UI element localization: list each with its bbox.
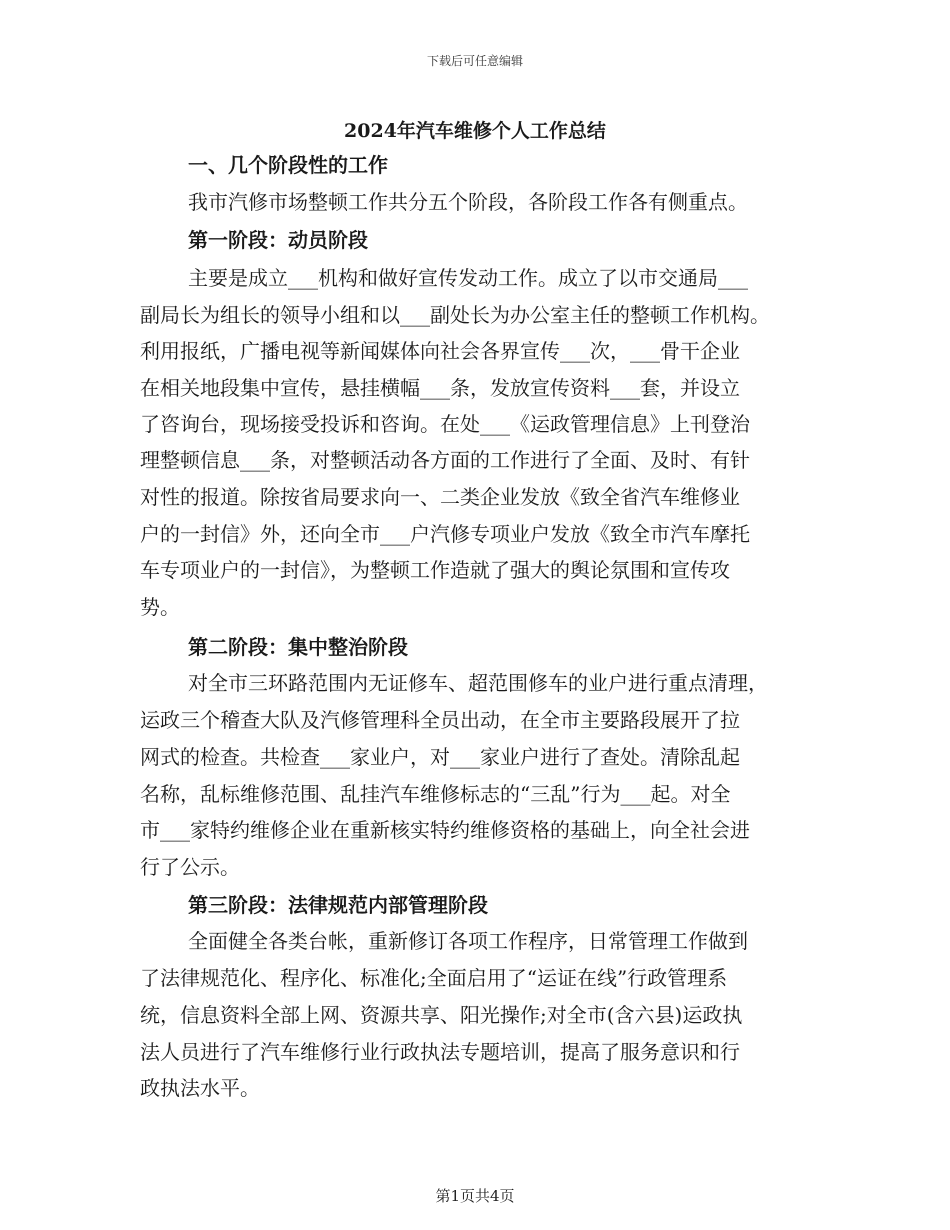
stage1-line: 势。 (140, 595, 180, 619)
stage2-line: 市___家特约维修企业在重新核实特约维修资格的基础上，向全社会进 (140, 818, 750, 842)
stage3-line: 统，信息资料全部上网、资源共享、阳光操作;对全市(含六县)运政执 (140, 1003, 743, 1027)
page-number-footer: 第1页共4页 (435, 1187, 515, 1205)
stage2-line: 名称，乱标维修范围、乱挂汽车维修标志的“三乱”行为___起。对全 (140, 782, 731, 806)
stage3-line: 政执法水平。 (140, 1076, 260, 1100)
stage1-line: 副局长为组长的领导小组和以___副处长为办公室主任的整顿工作机构。 (140, 303, 770, 327)
stage3-heading: 第三阶段：法律规范内部管理阶段 (188, 893, 488, 917)
stage1-line: 理整顿信息___条，对整顿活动各方面的工作进行了全面、及时、有针 (140, 448, 750, 472)
stage1-line: 户的一封信》外，还向全市___户汽修专项业户发放《致全市汽车摩托 (140, 522, 750, 546)
stage1-line: 利用报纸，广播电视等新闻媒体向社会各界宣传___次，___骨干企业 (140, 339, 740, 363)
stage2-line: 对全市三环路范围内无证修车、超范围修车的业户进行重点清理， (188, 671, 768, 695)
stage1-line: 在相关地段集中宣传，悬挂横幅___条，发放宣传资料___套，并设立 (140, 376, 740, 400)
intro-paragraph: 我市汽修市场整顿工作共分五个阶段，各阶段工作各有侧重点。 (188, 190, 748, 214)
stage2-line: 网式的检查。共检查___家业户，对___家业户进行了查处。清除乱起 (140, 745, 740, 769)
stage1-line: 对性的报道。除按省局要求向一、二类企业发放《致全省汽车维修业 (140, 485, 740, 509)
stage2-line: 运政三个稽查大队及汽修管理科全员出动，在全市主要路段展开了拉 (140, 708, 740, 732)
stage3-line: 法人员进行了汽车维修行业行政执法专题培训，提高了服务意识和行 (140, 1040, 740, 1064)
header-note: 下载后可任意编辑 (426, 54, 523, 68)
stage3-line: 了法律规范化、程序化、标准化;全面启用了“运证在线”行政管理系 (140, 966, 728, 990)
stage1-heading: 第一阶段：动员阶段 (188, 228, 368, 252)
stage2-line: 行了公示。 (140, 855, 240, 879)
stage3-line: 全面健全各类台帐，重新修订各项工作程序，日常管理工作做到 (188, 929, 748, 953)
stage1-line: 主要是成立___机构和做好宣传发动工作。成立了以市交通局___ (188, 266, 748, 290)
stage2-heading: 第二阶段：集中整治阶段 (188, 635, 408, 659)
document-title: 2024年汽车维修个人工作总结 (344, 120, 606, 142)
stage1-line: 了咨询台，现场接受投诉和咨询。在处___《运政管理信息》上刊登治 (140, 412, 750, 436)
section-heading: 一、几个阶段性的工作 (188, 153, 388, 177)
stage1-line: 车专项业户的一封信》，为整顿工作造就了强大的舆论氛围和宣传攻 (140, 558, 730, 582)
